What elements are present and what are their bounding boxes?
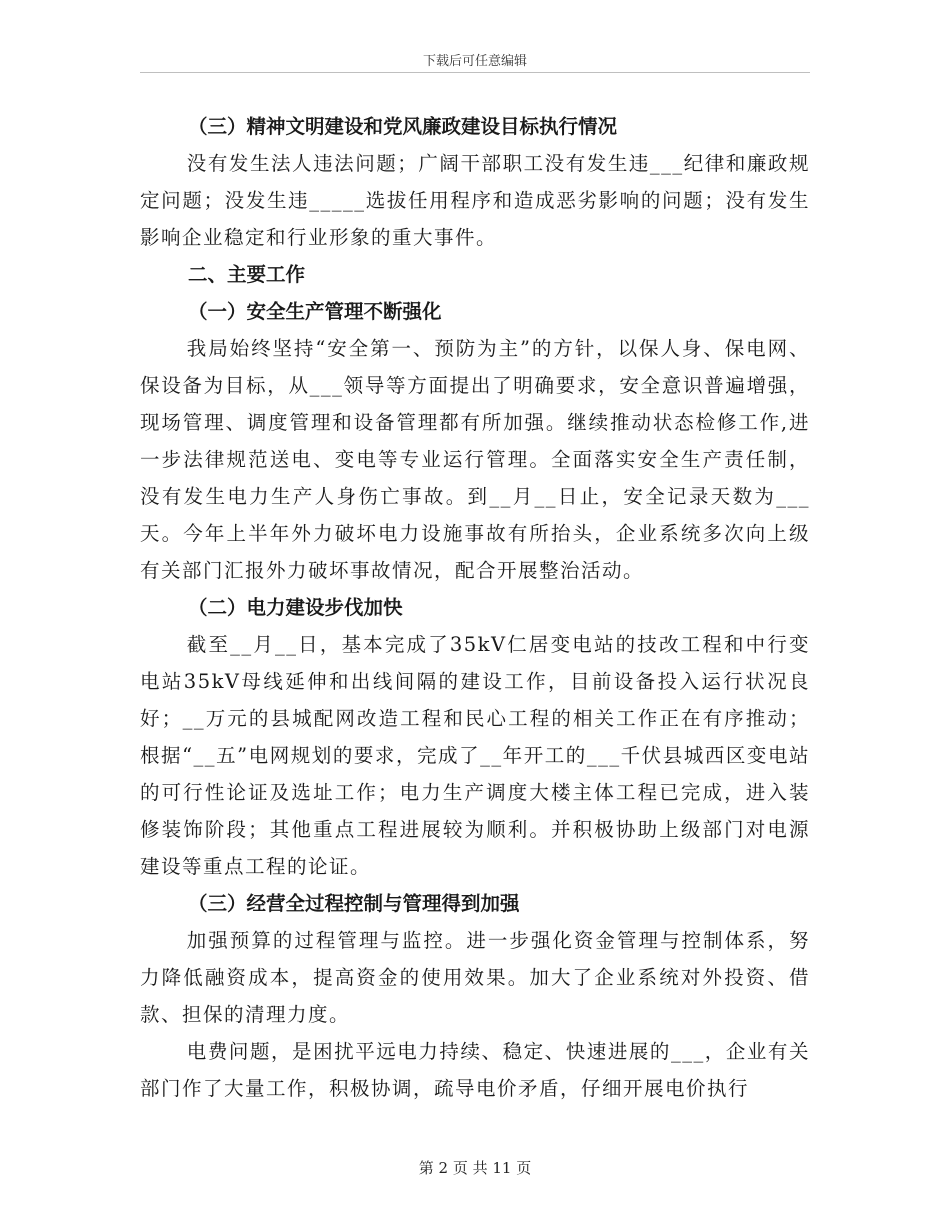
section-heading-operation-control: （三）经营全过程控制与管理得到加强 [188, 892, 520, 915]
page-number: 第 2 页 共 11 页 [418, 1159, 532, 1177]
header-divider [140, 72, 810, 73]
section-heading-spiritual-civilization: （三）精神文明建设和党风廉政建设目标执行情况 [188, 115, 618, 138]
paragraph-power-construction: 截至__月__日，基本完成了35kV仁居变电站的技改工程和中行变电站35kV母线延伸和出线间隔的建设工作，目前设备投入运行状况良好；__万元的县城配网改造工程和民心工程的相关工作正在有序推动；根据“__五”电网规划的要求，完成了__年开工的___千伏县城西区变电站的可行性论证及选址工作；电力生产调度大楼主体工程已完成，进入装修装饰阶段；其他重点工程进展较为顺利。并积极协助上级部门对电源建设等重点工程的论证。 [140, 633, 810, 878]
section-heading-main-work: 二、主要工作 [188, 263, 306, 286]
paragraph-electricity-fees: 电费问题，是困扰平远电力持续、稳定、快速进展的___，企业有关部门作了大量工作，积极协调，疏导电价矛盾，仔细开展电价执行 [140, 1040, 810, 1100]
document-body [140, 108, 810, 1107]
paragraph-spiritual-civilization: 没有发生法人违法问题；广阔干部职工没有发生违___纪律和廉政规定问题；没发生违_____选拔任用程序和造成恶劣影响的问题；没有发生影响企业稳定和行业形象的重大事件。 [140, 152, 810, 249]
paragraph-budget-management: 加强预算的过程管理与监控。进一步强化资金管理与控制体系，努力降低融资成本，提高资金的使用效果。加大了企业系统对外投资、借款、担保的清理力度。 [140, 929, 810, 1026]
section-heading-power-construction: （二）电力建设步伐加快 [188, 596, 403, 619]
paragraph-safety-production: 我局始终坚持“安全第一、预防为主”的方针，以保人身、保电网、保设备为目标，从___领导等方面提出了明确要求，安全意识普遍增强，现场管理、调度管理和设备管理都有所加强。继续推动状态检修工作,进一步法律规范送电、变电等专业运行管理。全面落实安全生产责任制，没有发生电力生产人身伤亡事故。到__月__日止，安全记录天数为___天。今年上半年外力破坏电力设施事故有所抬头，企业系统多次向上级有关部门汇报外力破坏事故情况，配合开展整治活动。 [140, 337, 810, 582]
page-header: 下载后可任意编辑 [422, 54, 527, 69]
section-heading-safety-production: （一）安全生产管理不断强化 [188, 300, 442, 323]
